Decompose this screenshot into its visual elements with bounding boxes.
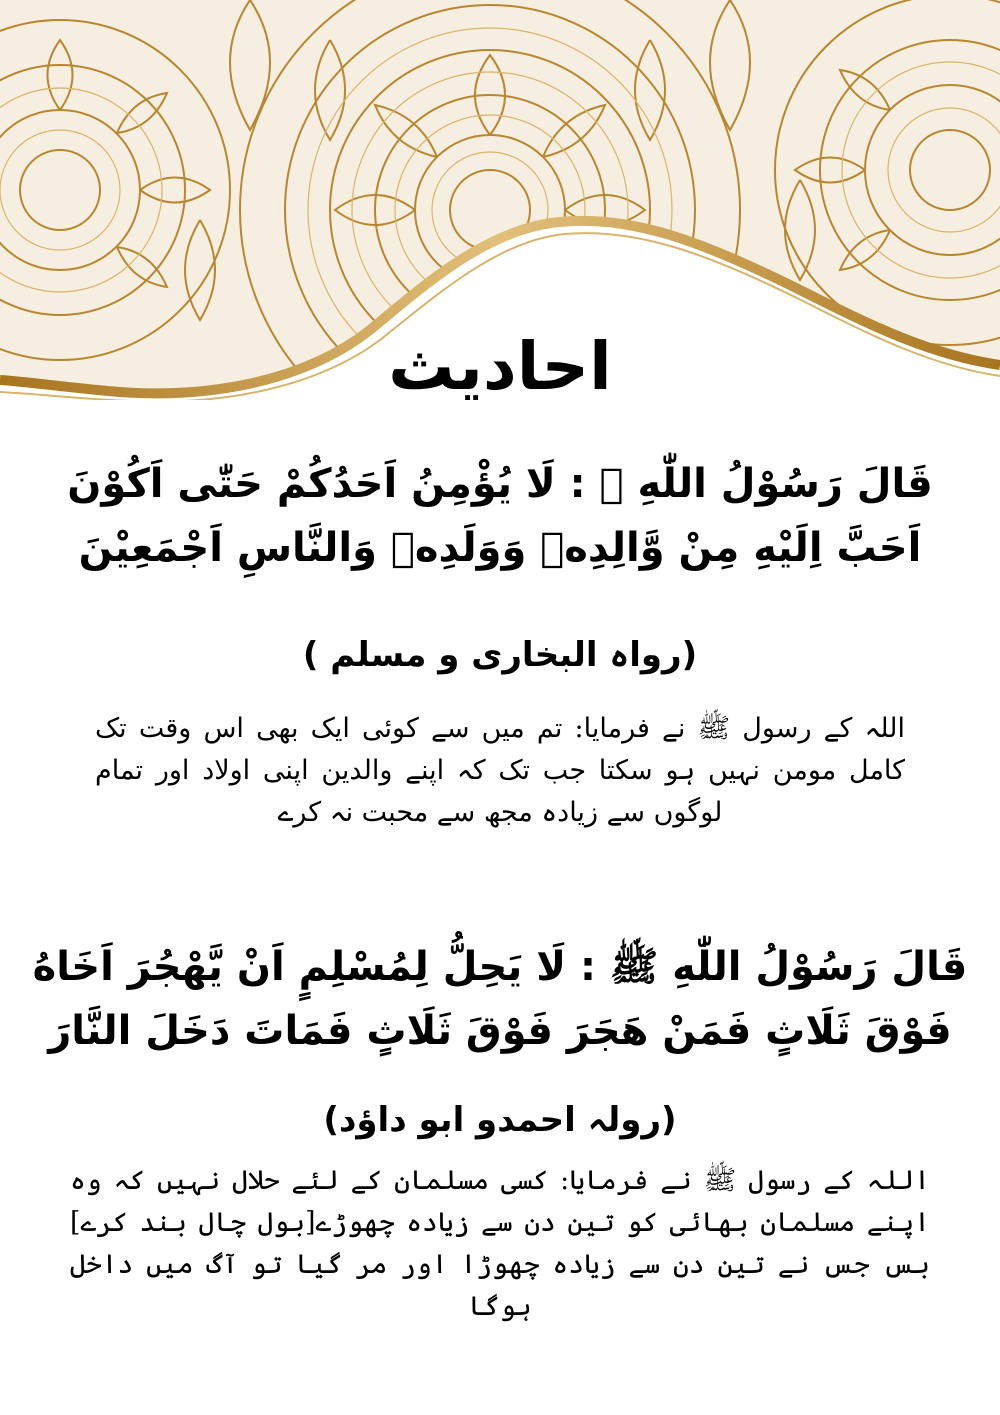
hadith-2-arabic-text: قَالَ رَسُوْلُ اللّٰهِ ﷺ : لَا یَحِلُّ لِمُسْلِمٍ اَنْ یَّهْجُرَ اَخَاهُ فَوْقَ ثَلَاثٍ فَمَنْ هَجَرَ فَوْقَ ثَلَاثٍ فَمَاتَ دَخَلَ النَّارَ <box>32 944 968 1054</box>
hadith-2-reference: (رولہ احمدو ابو داؤد) <box>323 1100 677 1140</box>
hadith-1-reference: (رواہ البخاری و مسلم ) <box>302 635 698 675</box>
page-title: احادیث <box>388 328 612 405</box>
hadith-1-urdu-translation: اللہ کے رسول ﷺ نے فرمایا: تم میں سے کوئی ایک بھی اس وقت تک کامل مومن نہیں ہو سکتا جب تک کہ اپنے والدین اپنی اولاد اور تمام لوگوں سے زیادہ مجھ سے محبت نہ کرے <box>95 713 905 828</box>
hadith-1-arabic-text: قَالَ رَسُوْلُ اللّٰهِ ﷺ : لَا یُؤْمِنُ اَحَدُکُمْ حَتّٰی اَکُوْنَ اَحَبَّ اِلَیْهِ مِنْ وَّالِدِهٖ وَوَلَدِهٖ وَالنَّاسِ اَجْمَعِیْنَ <box>67 461 933 571</box>
hadith-2-urdu-translation: اللہ کے رسول ﷺ نے فرمایا: کسی مسلمان کے لئے حلال نہیں کہ وہ اپنے مسلمان بھائی کو تین دن سے زیادہ چھوڑے[بول چال بند کرے] بس جس نے تین دن سے زیادہ چھوڑا اور مر گیا تو آگ میں داخل ہوگا <box>70 1165 930 1322</box>
